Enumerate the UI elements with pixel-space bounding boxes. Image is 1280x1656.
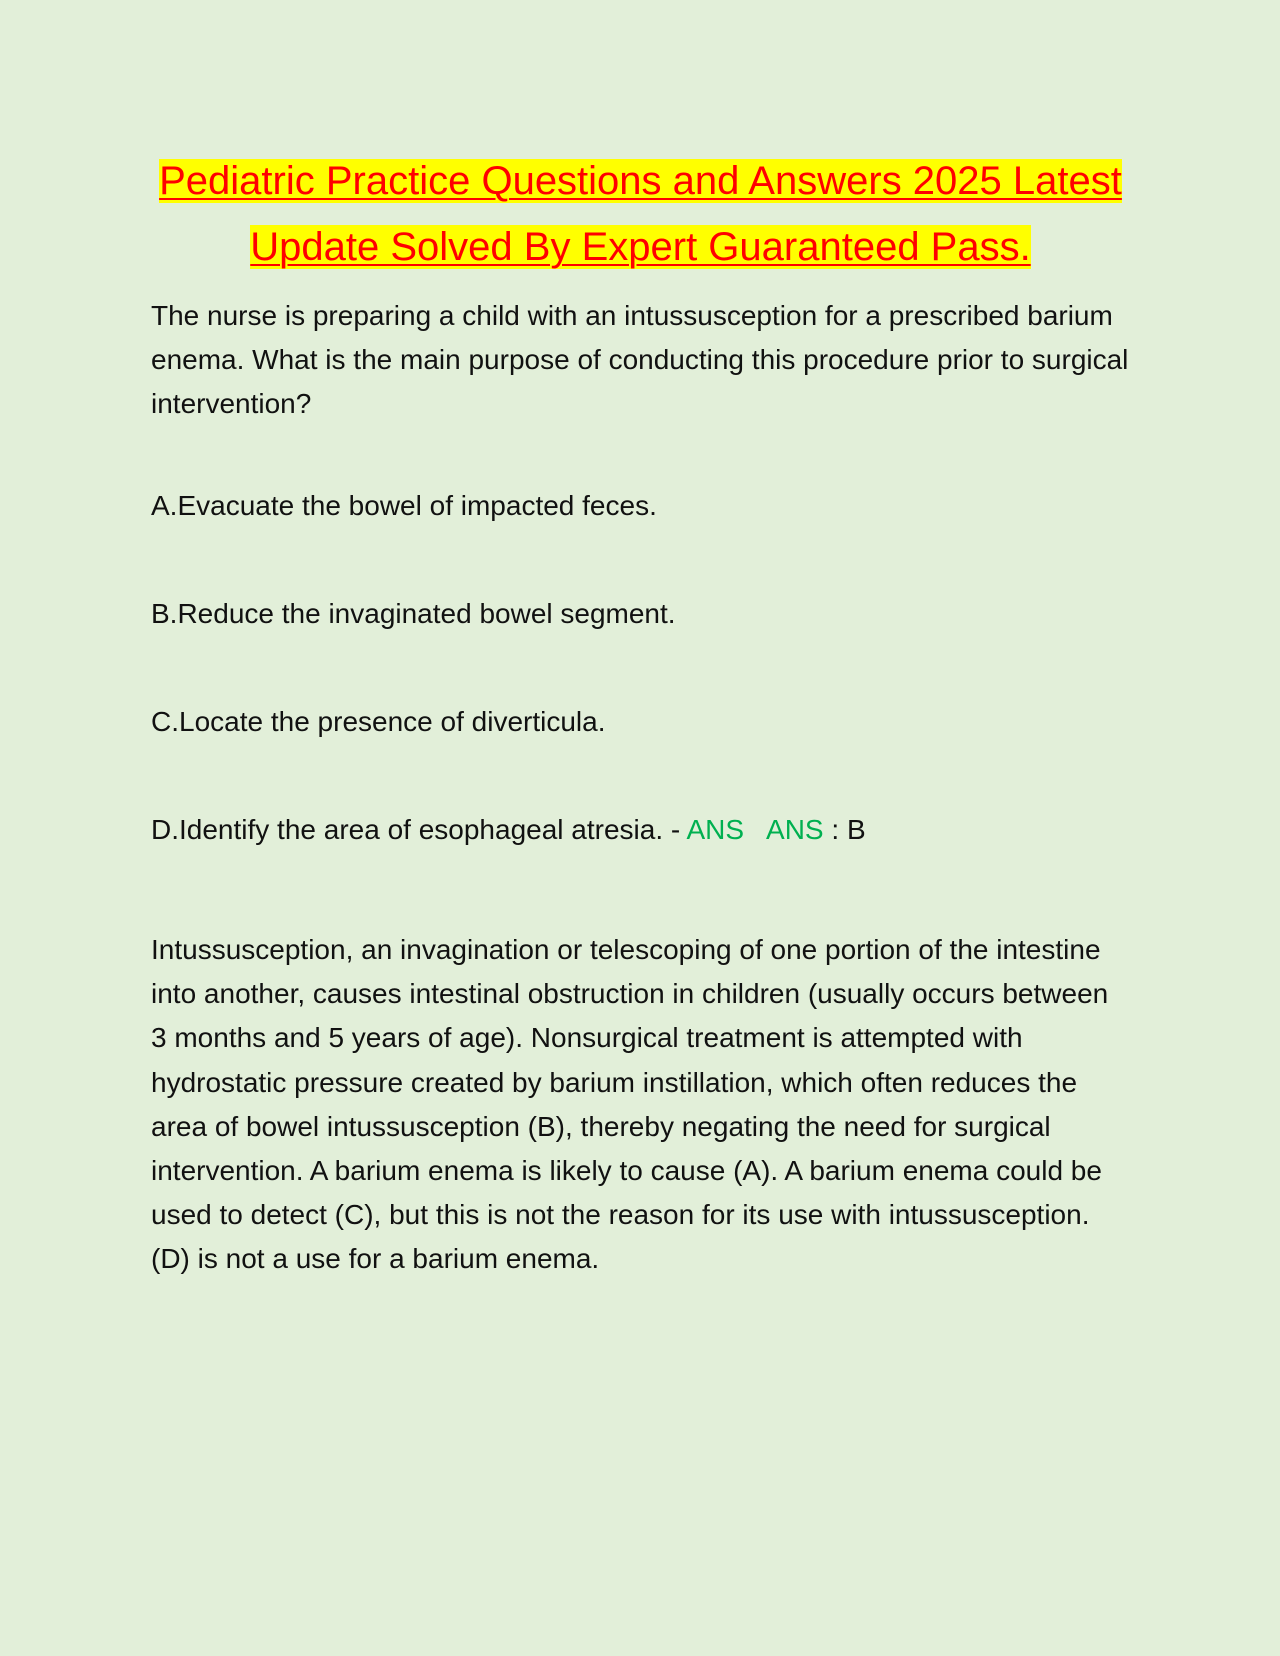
answer-marker-1: ANS bbox=[686, 814, 745, 845]
document-title bbox=[151, 148, 1130, 280]
answer-value: : B bbox=[823, 814, 866, 845]
option-c: C.Locate the presence of diverticula. bbox=[151, 706, 606, 737]
option-d bbox=[151, 808, 1130, 852]
title-text: Pediatric Practice Questions and Answers 2025 Latest Update Solved By Expert Guaranteed Pass. bbox=[159, 159, 1122, 269]
answer-marker-2: ANS bbox=[766, 814, 824, 845]
question-text: The nurse is preparing a child with an intussusception for a prescribed barium enema. What is the main purpose of conducting this procedure prior to surgical intervention? bbox=[151, 300, 1129, 419]
option-d-text: D.Identify the area of esophageal atresia. - bbox=[151, 814, 687, 845]
answer-explanation: Intussusception, an invagination or telescoping of one portion of the intestine into another, causes intestinal obstruction in children (usually occurs between 3 months and 5 years of age). Nonsurgical treatment is attempted with hydrostatic pressure created by barium instillation, which often reduces the area of bowel intussusception (B), thereby negating the need for surgical intervention. A barium enema is likely to cause (A). A barium enema could be used to detect (C), but this is not the reason for its use with intussusception. (D) is not a use for a barium enema. bbox=[151, 934, 1109, 1275]
option-a: A.Evacuate the bowel of impacted feces. bbox=[151, 490, 657, 521]
option-b: B.Reduce the invaginated bowel segment. bbox=[151, 598, 676, 629]
